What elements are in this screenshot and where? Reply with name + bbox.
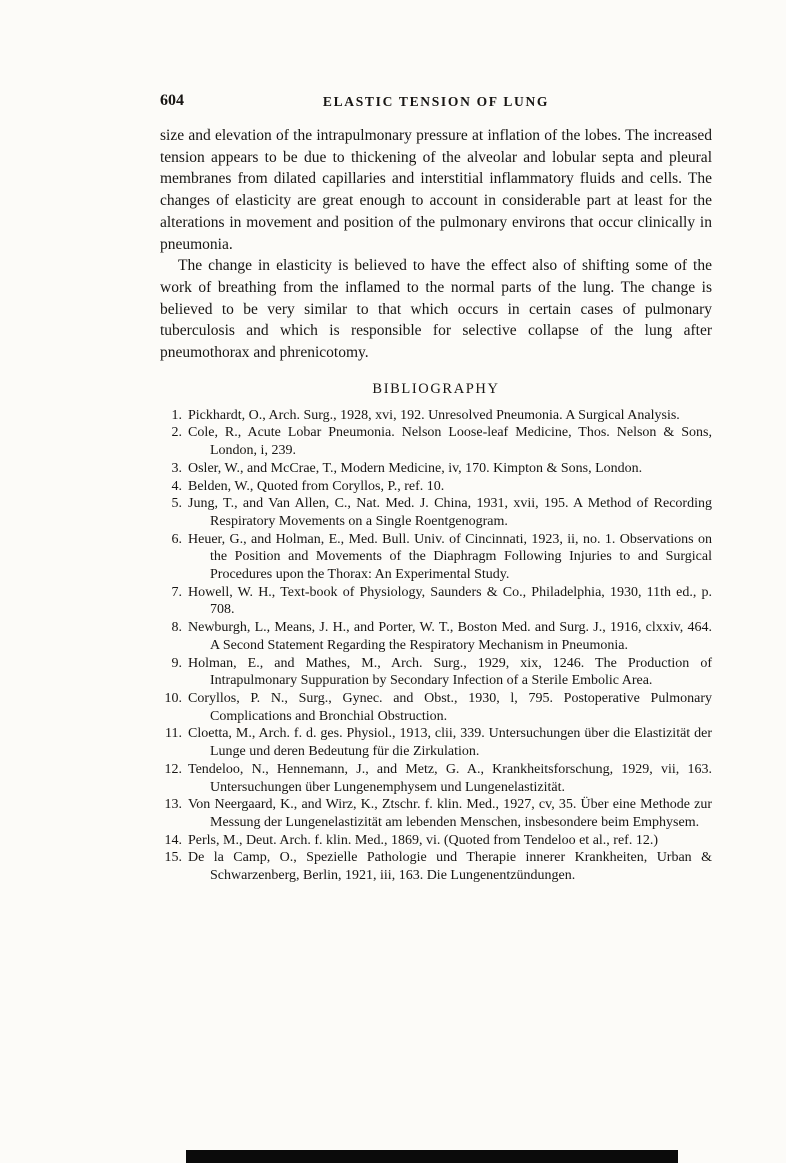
reference-number: 13. — [164, 797, 182, 813]
bibliography-entry — [160, 725, 712, 760]
reference-number: 6. — [171, 531, 182, 547]
reference-number: 8. — [171, 620, 182, 636]
page-header — [160, 92, 712, 112]
reference-number: 9. — [171, 655, 182, 671]
reference-number: 5. — [171, 496, 182, 512]
bibliography-entry — [160, 796, 712, 831]
reference-number: 10. — [164, 690, 182, 706]
bibliography-entry — [160, 460, 712, 478]
bibliography-entry — [160, 424, 712, 459]
reference-text: Heuer, G., and Holman, E., Med. Bull. Univ. of Cincinnati, 1923, ii, no. 1. Observations on the Position and Movements of the Diaphragm Following Injuries to and Surgical Procedures upon the Thorax: An Experimental Study. — [188, 531, 712, 583]
scan-artifact-bar — [186, 1150, 678, 1163]
reference-number: 1. — [171, 407, 182, 423]
reference-text: Tendeloo, N., Hennemann, J., and Metz, G. A., Krankheitsforschung, 1929, vii, 163. Untersuchungen über Lungenemphysem und Lungenelastizität. — [188, 761, 712, 795]
bibliography-entry — [160, 531, 712, 584]
reference-text: Osler, W., and McCrae, T., Modern Medicine, iv, 170. Kimpton & Sons, London. — [188, 460, 643, 476]
reference-number: 3. — [171, 460, 182, 476]
reference-text: De la Camp, O., Spezielle Pathologie und Therapie innerer Krankheiten, Urban & Schwarzenberg, Berlin, 1921, iii, 163. Die Lungenentzündungen. — [188, 850, 712, 884]
reference-text: Perls, M., Deut. Arch. f. klin. Med., 1869, vi. (Quoted from Tendeloo et al., ref. 12.) — [188, 832, 659, 848]
reference-text: Coryllos, P. N., Surg., Gynec. and Obst., 1930, l, 795. Postoperative Pulmonary Complications and Bronchial Obstruction. — [188, 690, 712, 724]
reference-number: 4. — [171, 478, 182, 494]
bibliography-heading: BIBLIOGRAPHY — [372, 380, 500, 397]
bibliography-entry — [160, 495, 712, 530]
reference-number: 15. — [164, 850, 182, 866]
bibliography-list — [160, 407, 712, 885]
running-title: ELASTIC TENSION OF LUNG — [322, 94, 550, 109]
bibliography-entry — [160, 407, 712, 425]
bibliography-entry — [160, 690, 712, 725]
reference-text: Pickhardt, O., Arch. Surg., 1928, xvi, 192. Unresolved Pneumonia. A Surgical Analysis. — [188, 407, 680, 423]
reference-number: 2. — [171, 425, 182, 441]
reference-text: Holman, E., and Mathes, M., Arch. Surg., 1929, xix, 1246. The Production of Intrapulmonary Suppuration by Secondary Infection of a Sterile Embolic Area. — [188, 655, 712, 689]
body-paragraph-1: size and elevation of the intrapulmonary pressure at inflation of the lobes. The increased tension appears to be due to thickening of the alveolar and lobular septa and pleural membranes from dilated capillaries and interstitial inflammatory fluids and cells. The changes of elasticity are great enough to account in considerable part at least for the alterations in movement and position of the pulmonary environs that occur clinically in pneumonia. — [160, 127, 712, 253]
bibliography-entry — [160, 619, 712, 654]
page-content — [160, 92, 712, 885]
reference-text: Von Neergaard, K., and Wirz, K., Ztschr. f. klin. Med., 1927, cv, 35. Über eine Methode zur Messung der Lungenelastizität am lebenden Menschen, insbesondere beim Emphysem. — [188, 797, 712, 830]
reference-text: Cole, R., Acute Lobar Pneumonia. Nelson Loose-leaf Medicine, Thos. Nelson & Sons, London, i, 239. — [188, 425, 712, 459]
page-number: 604 — [160, 92, 184, 109]
reference-text: Cloetta, M., Arch. f. d. ges. Physiol., 1913, clii, 339. Untersuchungen über die Elastizität der Lunge und deren Bedeutung für die Zirkulation. — [188, 726, 712, 760]
reference-text: Belden, W., Quoted from Coryllos, P., ref. 10. — [188, 478, 445, 494]
reference-number: 12. — [164, 761, 182, 777]
reference-number: 14. — [164, 832, 182, 848]
bibliography-entry — [160, 478, 712, 496]
reference-text: Jung, T., and Van Allen, C., Nat. Med. J. China, 1931, xvii, 195. A Method of Recording Respiratory Movements on a Single Roentgenogram. — [188, 496, 712, 529]
body-text — [160, 125, 712, 364]
bibliography-entry — [160, 761, 712, 796]
reference-number: 7. — [171, 584, 182, 600]
bibliography-entry — [160, 849, 712, 884]
bibliography-entry — [160, 655, 712, 690]
reference-text: Newburgh, L., Means, J. H., and Porter, W. T., Boston Med. and Surg. J., 1916, clxxiv, 464. A Second Statement Regarding the Respiratory Mechanism in Pneumonia. — [188, 620, 712, 653]
bibliography-entry — [160, 584, 712, 619]
reference-number: 11. — [165, 726, 182, 742]
bibliography-entry — [160, 832, 712, 850]
reference-text: Howell, W. H., Text-book of Physiology, Saunders & Co., Philadelphia, 1930, 11th ed., p. 708. — [188, 584, 712, 618]
body-paragraph-2: The change in elasticity is believed to have the effect also of shifting some of the work of breathing from the inflamed to the normal parts of the lung. The change is believed to be very similar to that which occurs in certain cases of pulmonary tuberculosis and which is responsible for selective collapse of the lung after pneumothorax and phrenicotomy. — [160, 257, 712, 362]
